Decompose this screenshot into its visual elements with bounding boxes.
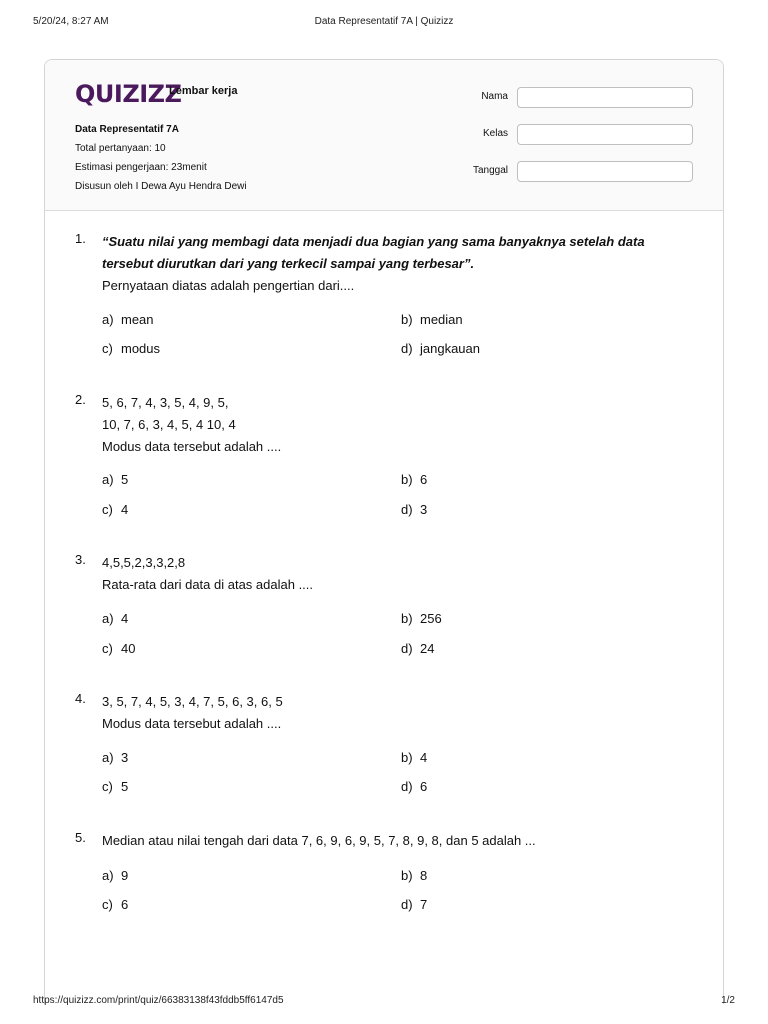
print-tab-title: Data Representatif 7A | Quizizz [314, 16, 454, 27]
question-text [102, 830, 672, 852]
question-number: 2. [75, 392, 86, 407]
option-d: d) 7 [401, 897, 428, 912]
option-c: c) modus [102, 341, 161, 356]
print-header [33, 16, 735, 30]
option-d: d) 3 [401, 502, 428, 517]
option-d: d) 6 [401, 779, 428, 794]
worksheet-header [45, 60, 723, 211]
option-c: c) 4 [102, 502, 129, 517]
worksheet [44, 59, 724, 1004]
print-footer [33, 995, 735, 1009]
question-line: 10, 7, 6, 3, 4, 5, 4 10, 4 [102, 417, 236, 432]
question-number: 5. [75, 830, 86, 845]
question-line: tersebut diurutkan dari yang terkecil sampai yang terbesar”. [102, 256, 475, 271]
option-a: a) 4 [102, 611, 129, 626]
class-label: Kelas [482, 128, 508, 139]
page-number: 1/2 [721, 995, 735, 1006]
option-c: c) 5 [102, 779, 129, 794]
class-field[interactable] [517, 124, 693, 145]
quizizz-logo: QUIZIZZ [75, 80, 182, 108]
question-number: 4. [75, 691, 86, 706]
option-a: a) 3 [102, 750, 129, 765]
option-b: b) 4 [401, 750, 428, 765]
question-text [102, 552, 672, 596]
print-datetime: 5/20/24, 8:27 AM [33, 16, 109, 27]
option-b: b) 6 [401, 472, 428, 487]
option-c: c) 6 [102, 897, 129, 912]
question-line: Modus data tersebut adalah .... [102, 439, 282, 454]
question-number: 1. [75, 231, 86, 246]
option-b: b) median [401, 312, 463, 327]
date-field[interactable] [517, 161, 693, 182]
question-line: Modus data tersebut adalah .... [102, 716, 282, 731]
question-line: 5, 6, 7, 4, 3, 5, 4, 9, 5, [102, 395, 229, 410]
question-text [102, 691, 672, 735]
option-b: b) 256 [401, 611, 442, 626]
quiz-author: Disusun oleh I Dewa Ayu Hendra Dewi [75, 181, 247, 192]
option-a: a) mean [102, 312, 154, 327]
date-label: Tanggal [472, 165, 508, 176]
name-label: Nama [481, 91, 508, 102]
question-line: 4,5,5,2,3,3,2,8 [102, 555, 186, 570]
question-text [102, 231, 672, 297]
quiz-meta [75, 120, 247, 196]
question-number: 3. [75, 552, 86, 567]
worksheet-subtitle: Lembar kerja [169, 85, 238, 97]
print-url: https://quizizz.com/print/quiz/66383138f43fddb5ff6147d5 [33, 995, 284, 1006]
question-line: Pernyataan diatas adalah pengertian dari.... [102, 278, 355, 293]
option-d: d) 24 [401, 641, 435, 656]
option-d: d) jangkauan [401, 341, 480, 356]
time-estimate: Estimasi pengerjaan: 23menit [75, 162, 207, 173]
option-c: c) 40 [102, 641, 136, 656]
option-a: a) 9 [102, 868, 129, 883]
question-line: 3, 5, 7, 4, 5, 3, 4, 7, 5, 6, 3, 6, 5 [102, 694, 283, 709]
question-line: “Suatu nilai yang membagi data menjadi dua bagian yang sama banyaknya setelah data [102, 234, 645, 249]
question-line: Median atau nilai tengah dari data 7, 6, 9, 6, 9, 5, 7, 8, 9, 8, dan 5 adalah ... [102, 833, 536, 848]
total-questions: Total pertanyaan: 10 [75, 143, 166, 154]
name-field[interactable] [517, 87, 693, 108]
question-line: Rata-rata dari data di atas adalah .... [102, 577, 314, 592]
quiz-title: Data Representatif 7A [75, 124, 179, 135]
question-text [102, 392, 672, 458]
option-a: a) 5 [102, 472, 129, 487]
option-b: b) 8 [401, 868, 428, 883]
